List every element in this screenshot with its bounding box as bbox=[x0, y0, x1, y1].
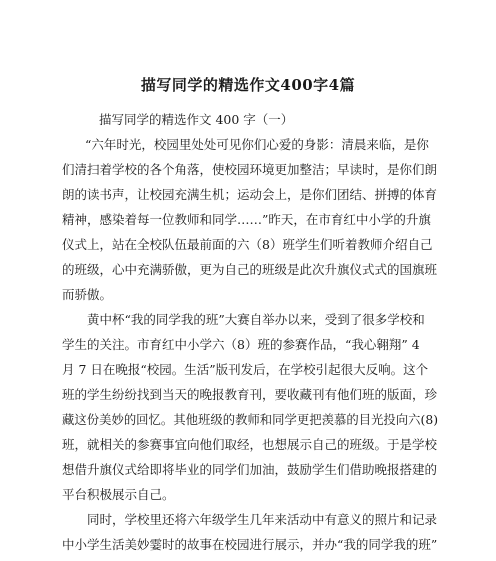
text-line: “六年时光，校园里处处可见你们心爱的身影：清晨来临，是你 bbox=[85, 137, 429, 152]
text-line: 黄中杯“我的同学我的班”大赛自举办以来，受到了很多学校和 bbox=[87, 312, 425, 327]
text-line: 学生的关注。市育红中小学六（8）班的参赛作品，“我心翱翔” 4 bbox=[62, 337, 420, 352]
text-line: 想借升旗仪式给即将毕业的同学们加油，鼓励学生们借助晚报搭建的 bbox=[62, 462, 438, 477]
text-line: 的班级，心中充满骄傲，更为自己的班级是此次升旗仪式式的国旗班 bbox=[62, 262, 438, 277]
text-line: 同时，学校里还将六年级学生几年来活动中有意义的照片和记录 bbox=[87, 512, 438, 527]
text-line: 月 7 日在晚报“校园。生活”版刊发后，在学校引起很大反响。这个 bbox=[62, 362, 429, 377]
text-line: 平台积极展示自己。 bbox=[62, 487, 175, 502]
document-title: 描写同学的精选作文400字4篇 bbox=[140, 76, 356, 94]
text-line: 朗的读书声，让校园充满生机；运动会上，是你们团结、拼搏的体育 bbox=[62, 187, 438, 202]
text-line: 藏这份美妙的回忆。其他班级的教师和同学更把羡慕的目光投向六(8) bbox=[62, 412, 439, 427]
text-line: 而骄傲。 bbox=[62, 287, 113, 302]
text-line: 精神，感染着每一位教师和同学……”昨天，在市育红中小学的升旗 bbox=[62, 212, 431, 227]
text-line: 仪式上，站在全校队伍最前面的六（8）班学生们听着教师介绍自己 bbox=[62, 237, 433, 252]
text-line: 班的学生纷纷找到当天的晚报教育刊，要收藏刊有他们班的版面，珍 bbox=[62, 387, 438, 402]
text-line: 班，就相关的参赛事宜向他们取经，也想展示自己的班级。于是学校 bbox=[62, 437, 438, 452]
text-line: 们清扫着学校的各个角落，使校园环境更加整洁；早读时，是你们朗 bbox=[62, 162, 438, 177]
section-subtitle: 描写同学的精选作文 400 字（一） bbox=[99, 112, 294, 127]
text-line: 中小学生活美妙霎时的故事在校园进行展示，并办“我的同学我的班” bbox=[62, 537, 438, 552]
